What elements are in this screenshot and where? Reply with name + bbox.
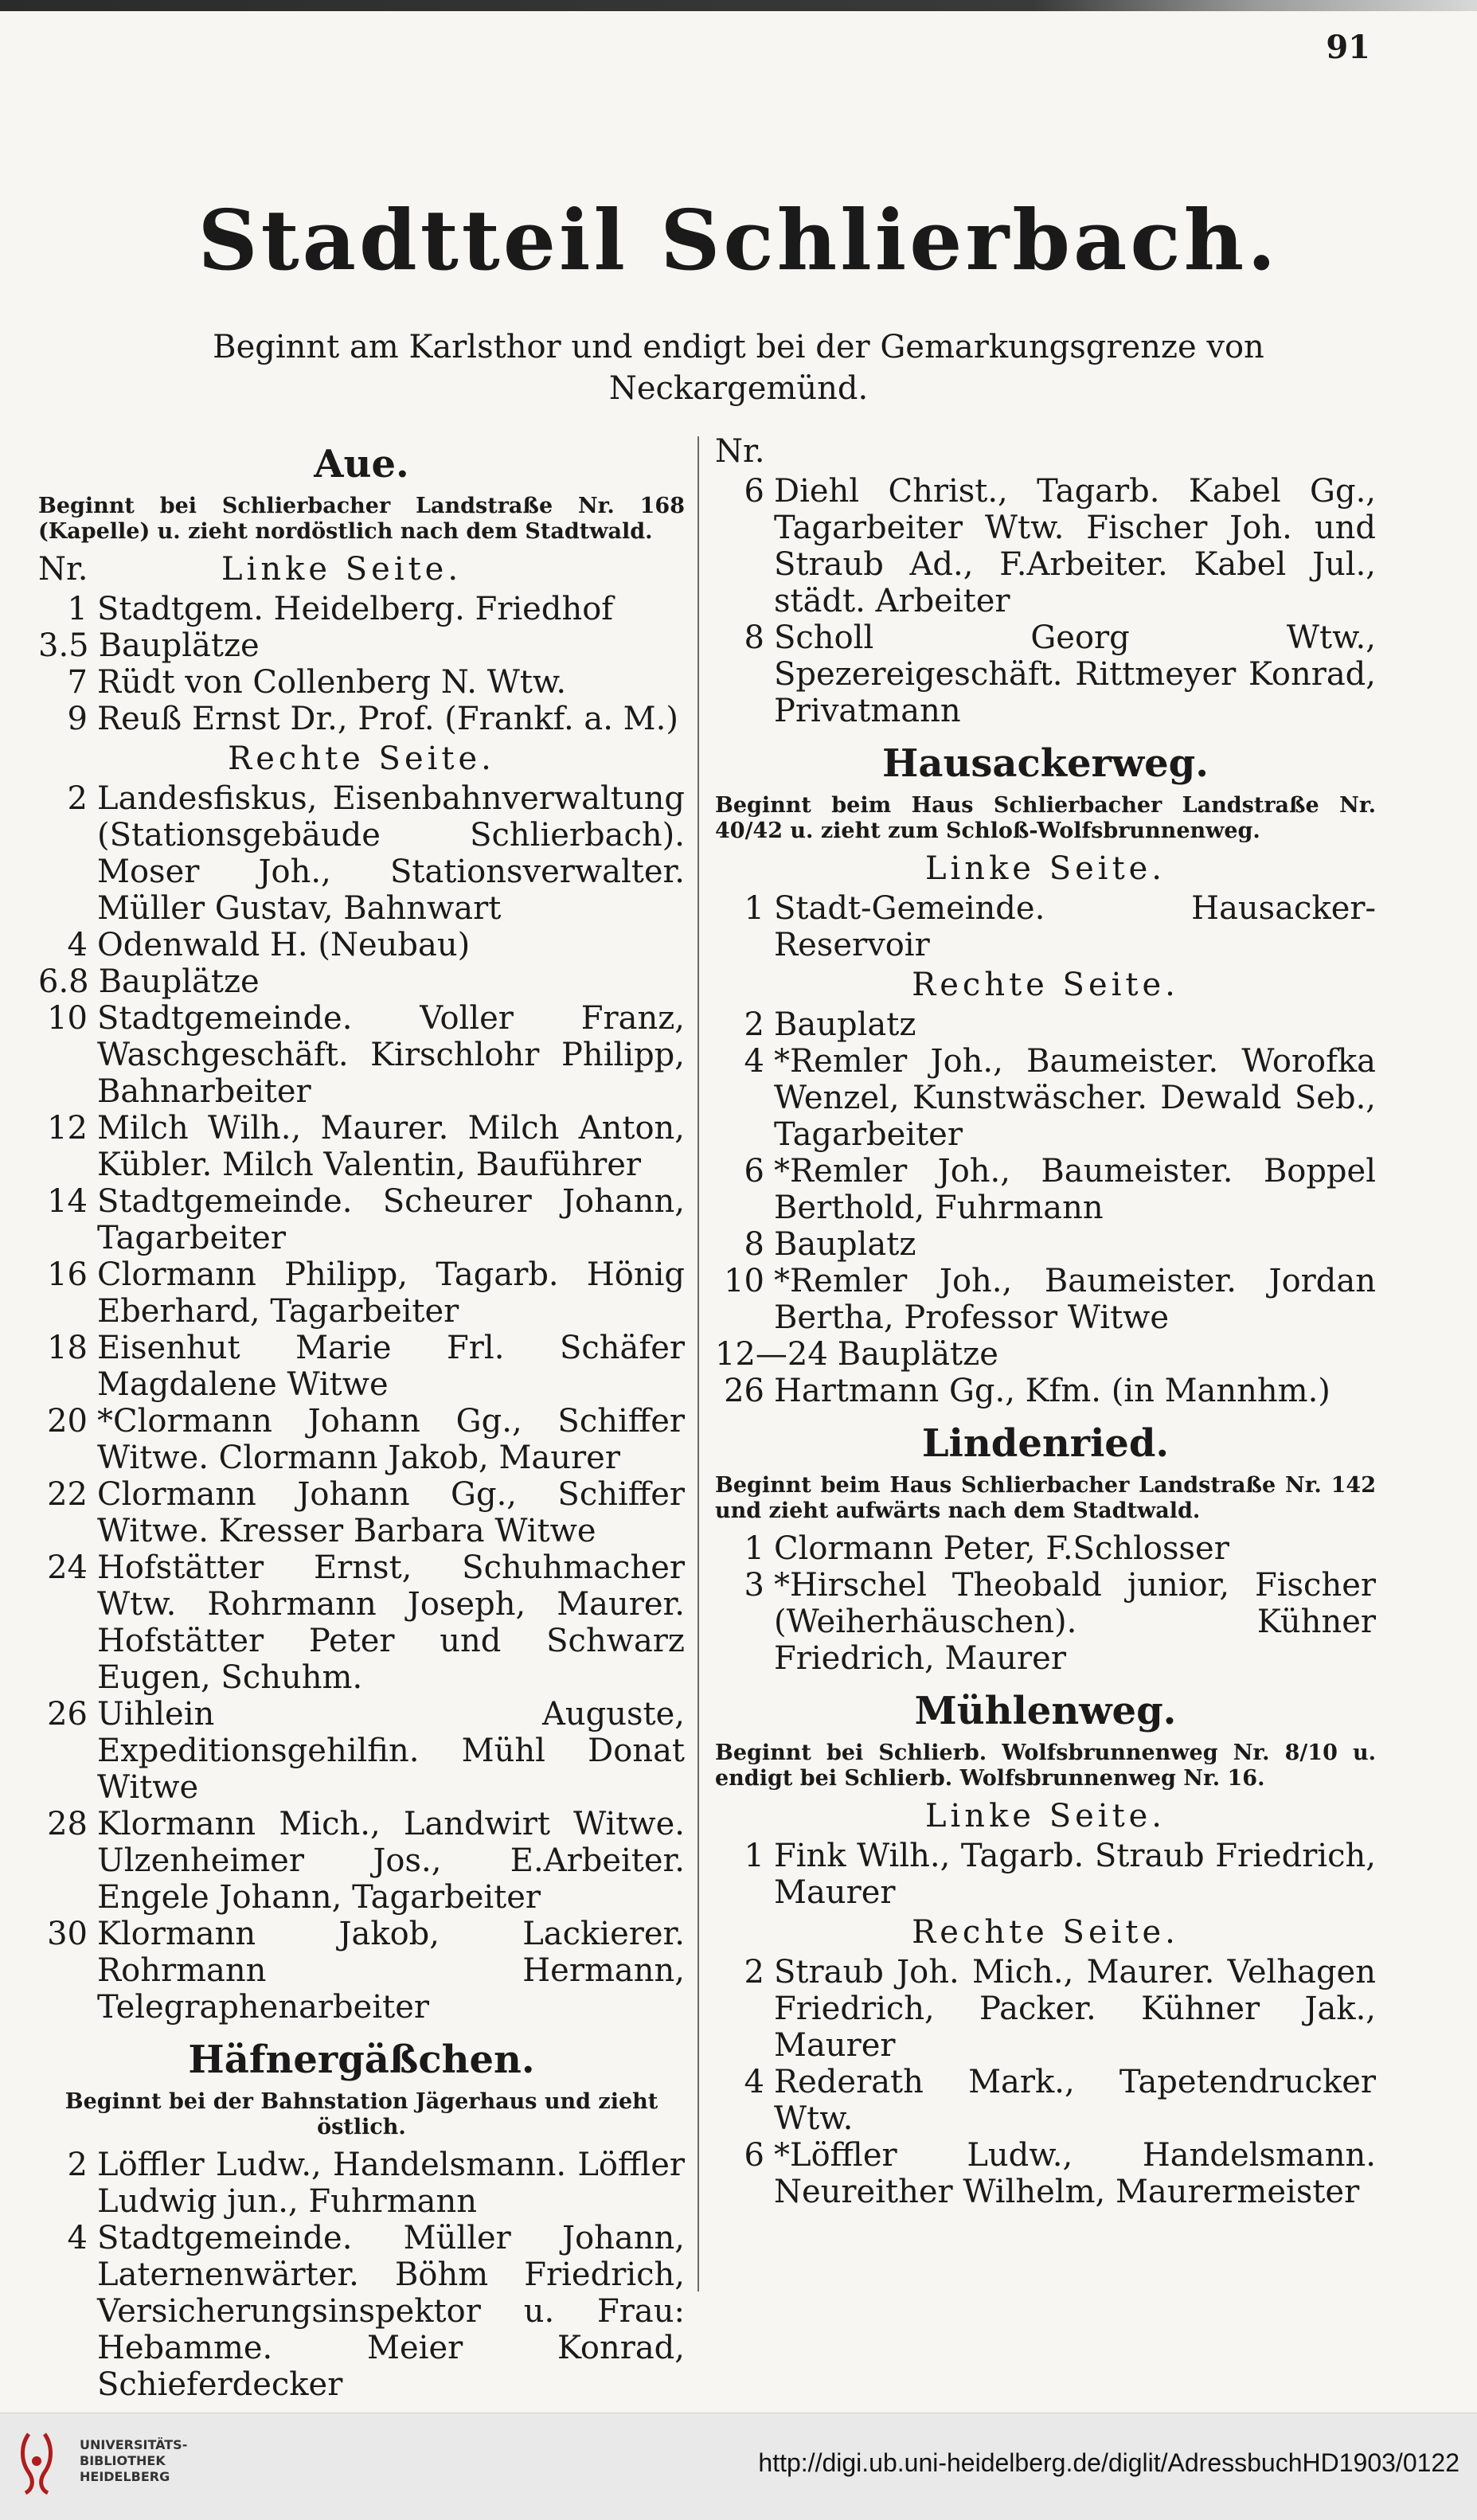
left-column bbox=[38, 430, 685, 2403]
column-divider bbox=[697, 436, 699, 2291]
list-item: 1 Stadtgem. Heidelberg. Friedhof bbox=[67, 591, 614, 627]
footer-bar bbox=[0, 2413, 1477, 2520]
university-logo-icon bbox=[18, 2429, 62, 2496]
section-description: Beginnt bei der Bahnstation Jägerhaus und zieht östlich. bbox=[64, 2089, 658, 2139]
list-item: 6 Diehl Christ., Tagarb. Kabel Gg., Tagarbeiter Wtw. Fischer Joh. und Straub Ad., F.Arbeiter. Kabel Jul., städt. Arbeiter bbox=[744, 473, 1376, 619]
list-item: 28 Klormann Mich., Landwirt Witwe. Ulzenheimer Jos., E.Arbeiter. Engele Johann, Tagarbeiter bbox=[47, 1806, 685, 1916]
section-description: Beginnt beim Haus Schlierbacher Landstraße Nr. 142 und zieht aufwärts nach dem Stadtwald. bbox=[715, 1473, 1376, 1523]
list-item: 26 Uihlein Auguste, Expeditionsgehilfin. Mühl Donat Witwe bbox=[47, 1696, 685, 1806]
page-number: 91 bbox=[1326, 29, 1370, 66]
right-column bbox=[715, 430, 1376, 2210]
source-url-link[interactable]: http://digi.ub.uni-heidelberg.de/diglit/AdressbuchHD1903/0122 bbox=[758, 2448, 1459, 2477]
side-label-right: Rechte Seite. bbox=[912, 1914, 1179, 1951]
list-item: 26 Hartmann Gg., Kfm. (in Mannhm.) bbox=[724, 1373, 1330, 1409]
side-label-left: Linke Seite. bbox=[924, 850, 1166, 887]
list-item: 1 Fink Wilh., Tagarb. Straub Friedrich, Maurer bbox=[744, 1838, 1376, 1911]
list-item: 6 *Löffler Ludw., Handelsmann. Neureither Wilhelm, Maurermeister bbox=[744, 2137, 1376, 2210]
side-label-left: Linke Seite. bbox=[924, 1798, 1166, 1834]
side-label-left: Linke Seite. bbox=[221, 551, 463, 588]
list-item: 8 Bauplatz bbox=[744, 1226, 916, 1263]
list-item: 12 Milch Wilh., Maurer. Milch Anton, Kübler. Milch Valentin, Bauführer bbox=[47, 1110, 685, 1183]
list-item: 2 Löffler Ludw., Handelsmann. Löffler Ludwig jun., Fuhrmann bbox=[67, 2147, 685, 2220]
nr-label: Nr. bbox=[38, 551, 88, 588]
section-heading-haefnergaesschen: Häfnergäßchen. bbox=[188, 2037, 535, 2082]
list-item: 6.8 Bauplätze bbox=[38, 963, 260, 1000]
list-item: 12—24 Bauplätze bbox=[715, 1336, 998, 1373]
list-item: 2 Bauplatz bbox=[744, 1006, 916, 1043]
list-item: 1 Stadt-Gemeinde. Hausacker-Reservoir bbox=[744, 890, 1376, 963]
section-heading-hausackerweg: Hausackerweg. bbox=[882, 741, 1209, 786]
side-label-right: Rechte Seite. bbox=[912, 967, 1179, 1003]
list-item: 10 *Remler Joh., Baumeister. Jordan Bertha, Professor Witwe bbox=[724, 1263, 1376, 1336]
side-label-row bbox=[38, 551, 685, 588]
list-item: 3 *Hirschel Theobald junior, Fischer (Weiherhäuschen). Kühner Friedrich, Maurer bbox=[744, 1567, 1376, 1677]
section-description: Beginnt beim Haus Schlierbacher Landstraße Nr. 40/42 u. zieht zum Schloß-Wolfsbrunnenweg. bbox=[715, 793, 1376, 843]
list-item: 4 Rederath Mark., Tapetendrucker Wtw. bbox=[744, 2064, 1376, 2137]
list-item: 3.5 Bauplätze bbox=[38, 627, 260, 664]
list-item: 1 Clormann Peter, F.Schlosser bbox=[744, 1530, 1229, 1567]
page-title: Stadtteil Schlierbach. bbox=[197, 191, 1280, 289]
list-item: 4 Odenwald H. (Neubau) bbox=[67, 927, 471, 963]
list-item: 24 Hofstätter Ernst, Schuhmacher Wtw. Rohrmann Joseph, Maurer. Hofstätter Peter und Schwarz Eugen, Schuhm. bbox=[47, 1549, 685, 1696]
list-item: 2 Straub Joh. Mich., Maurer. Velhagen Friedrich, Packer. Kühner Jak., Maurer bbox=[744, 1954, 1376, 2064]
list-item: 30 Klormann Jakob, Lackierer. Rohrmann Hermann, Telegraphenarbeiter bbox=[47, 1916, 685, 2026]
list-item: 4 *Remler Joh., Baumeister. Worofka Wenzel, Kunstwäscher. Dewald Seb., Tagarbeiter bbox=[744, 1043, 1376, 1153]
side-label-right: Rechte Seite. bbox=[228, 740, 495, 777]
section-description: Beginnt bei Schlierbacher Landstraße Nr. 168 (Kapelle) u. zieht nordöstlich nach dem Stadtwald. bbox=[38, 494, 685, 544]
list-item: 6 *Remler Joh., Baumeister. Boppel Berthold, Fuhrmann bbox=[744, 1153, 1376, 1226]
list-item: 4 Stadtgemeinde. Müller Johann, Laternenwärter. Böhm Friedrich, Versicherungsinspektor u. Frau: Hebamme. Meier Konrad, Schieferdecker bbox=[67, 2220, 685, 2403]
library-logo-text: UNIVERSITÄTS- BIBLIOTHEK HEIDELBERG bbox=[80, 2437, 188, 2484]
section-description: Beginnt bei Schlierb. Wolfsbrunnenweg Nr. 8/10 u. endigt bei Schlierb. Wolfsbrunnenweg Nr. 16. bbox=[715, 1741, 1376, 1791]
list-item: 9 Reuß Ernst Dr., Prof. (Frankf. a. M.) bbox=[67, 701, 678, 737]
list-item: 22 Clormann Johann Gg., Schiffer Witwe. Kresser Barbara Witwe bbox=[47, 1476, 685, 1549]
scan-edge bbox=[0, 0, 1477, 11]
list-item: 16 Clormann Philipp, Tagarb. Hönig Eberhard, Tagarbeiter bbox=[47, 1256, 685, 1330]
list-item: 7 Rüdt von Collenberg N. Wtw. bbox=[67, 664, 567, 701]
list-item: 2 Landesfiskus, Eisenbahnverwaltung (Stationsgebäude Schlierbach). Moser Joh., Stationsverwalter. Müller Gustav, Bahnwart bbox=[67, 780, 685, 927]
list-item: 10 Stadtgemeinde. Voller Franz, Waschgeschäft. Kirschlohr Philipp, Bahnarbeiter bbox=[47, 1000, 685, 1110]
section-heading-lindenried: Lindenried. bbox=[921, 1421, 1170, 1466]
list-item: 14 Stadtgemeinde. Scheurer Johann, Tagarbeiter bbox=[47, 1183, 685, 1256]
page-subtitle: Beginnt am Karlsthor und endigt bei der Gemarkungsgrenze von Neckargemünd. bbox=[213, 329, 1264, 407]
list-item: 20 *Clormann Johann Gg., Schiffer Witwe. Clormann Jakob, Maurer bbox=[47, 1403, 685, 1476]
list-item: 18 Eisenhut Marie Frl. Schäfer Magdalene Witwe bbox=[47, 1330, 685, 1403]
nr-label: Nr. bbox=[715, 433, 765, 470]
list-item: 8 Scholl Georg Wtw., Spezereigeschäft. Rittmeyer Konrad, Privatmann bbox=[744, 619, 1376, 729]
section-heading-muehlenweg: Mühlenweg. bbox=[914, 1689, 1177, 1733]
section-heading-aue: Aue. bbox=[314, 442, 409, 486]
